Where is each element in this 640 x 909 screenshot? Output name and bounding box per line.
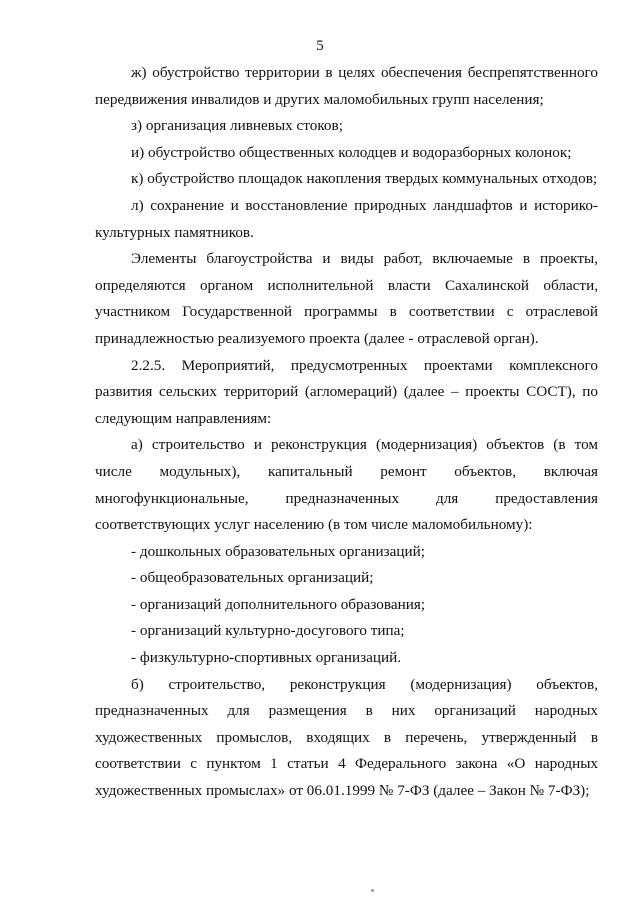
paragraph-elements: Элементы благоустройства и виды работ, включаемые в проекты, определяются органом исполнительной власти Сахалинской области, участником Государственной программы в соответствии с отраслевой принадлежностью реализуемого проекта (далее - отраслевой орган).	[95, 250, 598, 347]
paragraph-a: а) строительство и реконструкция (модернизация) объектов (в том числе модульных), капитальный ремонт объектов, включая многофункциональные, предназначенных для предоставления соответствующих услуг населению (в том числе маломобильному):	[95, 436, 598, 534]
list-item-sports: - физкультурно-спортивных организаций.	[131, 649, 402, 667]
paragraph-k: к) обустройство площадок накопления твердых коммунальных отходов;	[131, 170, 598, 188]
paragraph-z: з) организация ливневых стоков;	[131, 117, 343, 135]
list-item-cultural-leisure: - организаций культурно-досугового типа;	[131, 622, 405, 640]
page-number: 5	[316, 38, 324, 54]
paragraph-i: и) обустройство общественных колодцев и водоразборных колонок;	[131, 143, 572, 161]
list-item-additional-education: - организаций дополнительного образования;	[131, 595, 426, 613]
paragraph-2-2-5: 2.2.5. Мероприятий, предусмотренных проектами комплексного развития сельских территорий (агломераций) (далее – проекты СОСТ), по следующим направлениям:	[95, 356, 598, 427]
paragraph-b: б) строительство, реконструкция (модернизация) объектов, предназначенных для размещения в них организаций народных художественных промыслов, входящих в перечень, утвержденный в соответствии с пунктом 1 статьи 4 Федерального закона «О народных художественных промыслах» от 06.01.1999 № 7-ФЗ (далее – Закон № 7-ФЗ);	[95, 675, 598, 800]
document-body	[95, 60, 598, 805]
paragraph-l: л) сохранение и восстановление природных ландшафтов и историко-культурных памятников.	[95, 196, 598, 241]
paragraph-zh: ж) обустройство территории в целях обеспечения беспрепятственного передвижения инвалидов и других маломобильных групп населения;	[95, 64, 598, 108]
list-item-general-education: - общеобразовательных организаций;	[131, 569, 374, 587]
scan-speck	[371, 889, 374, 892]
list-item-preschool: - дошкольных образовательных организаций;	[131, 542, 425, 560]
